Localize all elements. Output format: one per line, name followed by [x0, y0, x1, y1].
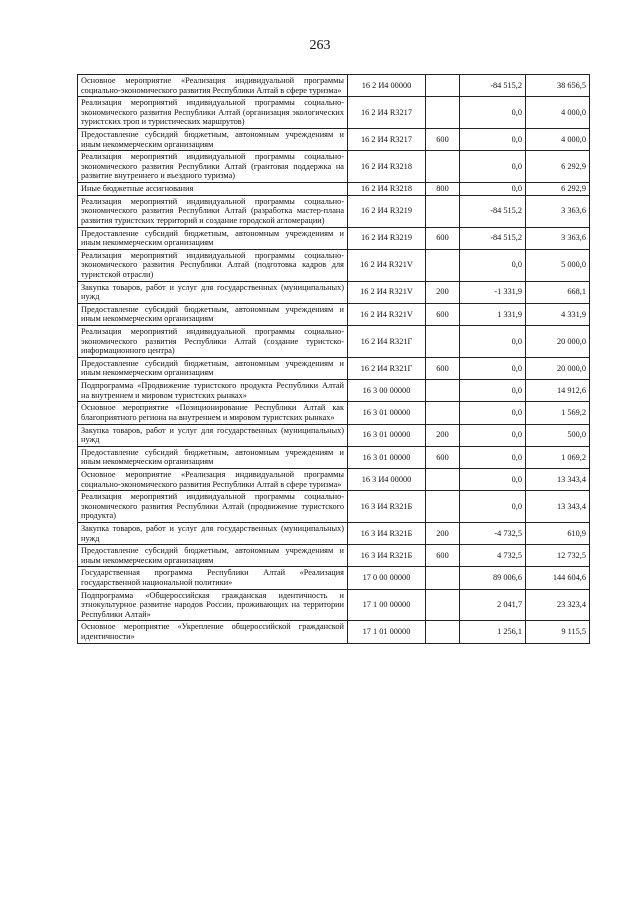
- expense-type-cell: [426, 195, 460, 227]
- expense-type-cell: [426, 589, 460, 621]
- change-amount-cell: 0,0: [460, 97, 526, 129]
- row-name-cell: Государственная программа Республики Алтай «Реализация государственной национальной политики»: [78, 567, 348, 589]
- row-name-cell: Предоставление субсидий бюджетным, автономным учреждениям и иным некоммерческим организациям: [78, 545, 348, 567]
- change-amount-cell: 4 732,5: [460, 545, 526, 567]
- change-amount-cell: 0,0: [460, 402, 526, 424]
- target-code-cell: 16 3 И4 R321Б: [348, 522, 426, 544]
- total-amount-cell: 5 000,0: [526, 249, 590, 281]
- change-amount-cell: 0,0: [460, 183, 526, 196]
- table-row: [78, 357, 590, 379]
- expense-type-cell: [426, 326, 460, 358]
- expense-type-cell: 600: [426, 357, 460, 379]
- table-row: [78, 195, 590, 227]
- total-amount-cell: 4 000,0: [526, 129, 590, 151]
- expense-type-cell: [426, 151, 460, 183]
- table-row: [78, 281, 590, 303]
- change-amount-cell: -84 515,2: [460, 195, 526, 227]
- target-code-cell: 16 2 И4 R3217: [348, 129, 426, 151]
- target-code-cell: 16 3 01 00000: [348, 424, 426, 446]
- row-name-cell: Предоставление субсидий бюджетным, автономным учреждениям и иным некоммерческим организациям: [78, 357, 348, 379]
- total-amount-cell: 4 000,0: [526, 97, 590, 129]
- target-code-cell: 16 2 И4 R321V: [348, 249, 426, 281]
- expense-type-cell: [426, 402, 460, 424]
- table-row: [78, 468, 590, 490]
- table-row: [78, 446, 590, 468]
- change-amount-cell: 0,0: [460, 151, 526, 183]
- row-name-cell: Реализация мероприятий индивидуальной программы социально-экономического развития Республики Алтай (разработка мастер-плана развития туристских территорий и создание городской агломерации): [78, 195, 348, 227]
- expense-type-cell: [426, 249, 460, 281]
- expense-type-cell: 200: [426, 424, 460, 446]
- table-row: [78, 567, 590, 589]
- target-code-cell: 16 2 И4 R321V: [348, 303, 426, 325]
- row-name-cell: Закупка товаров, работ и услуг для государственных (муниципальных) нужд: [78, 281, 348, 303]
- total-amount-cell: 14 912,6: [526, 380, 590, 402]
- change-amount-cell: 0,0: [460, 129, 526, 151]
- row-name-cell: Предоставление субсидий бюджетным, автономным учреждениям и иным некоммерческим организациям: [78, 303, 348, 325]
- change-amount-cell: 0,0: [460, 468, 526, 490]
- total-amount-cell: 1 569,2: [526, 402, 590, 424]
- total-amount-cell: 144 604,6: [526, 567, 590, 589]
- change-amount-cell: -84 515,2: [460, 227, 526, 249]
- expense-type-cell: [426, 621, 460, 643]
- row-name-cell: Иные бюджетные ассигнования: [78, 183, 348, 196]
- table-row: [78, 303, 590, 325]
- total-amount-cell: 12 732,5: [526, 545, 590, 567]
- expense-type-cell: 600: [426, 545, 460, 567]
- expense-type-cell: [426, 97, 460, 129]
- expense-type-cell: 600: [426, 446, 460, 468]
- row-name-cell: Основное мероприятие «Укрепление общероссийской гражданской идентичности»: [78, 621, 348, 643]
- target-code-cell: 16 3 00 00000: [348, 380, 426, 402]
- table-row: [78, 129, 590, 151]
- total-amount-cell: 13 343,4: [526, 491, 590, 523]
- budget-table: [77, 74, 590, 644]
- total-amount-cell: 3 363,6: [526, 195, 590, 227]
- change-amount-cell: 0,0: [460, 357, 526, 379]
- table-row: [78, 97, 590, 129]
- target-code-cell: 17 1 00 00000: [348, 589, 426, 621]
- expense-type-cell: [426, 491, 460, 523]
- change-amount-cell: 0,0: [460, 380, 526, 402]
- total-amount-cell: 6 292,9: [526, 151, 590, 183]
- table-row: [78, 402, 590, 424]
- total-amount-cell: 4 331,9: [526, 303, 590, 325]
- change-amount-cell: 0,0: [460, 491, 526, 523]
- target-code-cell: 16 2 И4 00000: [348, 75, 426, 97]
- table-row: [78, 227, 590, 249]
- row-name-cell: Предоставление субсидий бюджетным, автономным учреждениям и иным некоммерческим организациям: [78, 227, 348, 249]
- table-row: [78, 183, 590, 196]
- expense-type-cell: 600: [426, 129, 460, 151]
- target-code-cell: 16 3 И4 R321Б: [348, 491, 426, 523]
- target-code-cell: 16 3 И4 00000: [348, 468, 426, 490]
- change-amount-cell: 2 041,7: [460, 589, 526, 621]
- row-name-cell: Реализация мероприятий индивидуальной программы социально-экономического развития Республики Алтай (продвижение туристского продукта): [78, 491, 348, 523]
- table-row: [78, 424, 590, 446]
- change-amount-cell: 89 006,6: [460, 567, 526, 589]
- total-amount-cell: 20 000,0: [526, 357, 590, 379]
- change-amount-cell: -4 732,5: [460, 522, 526, 544]
- row-name-cell: Закупка товаров, работ и услуг для государственных (муниципальных) нужд: [78, 424, 348, 446]
- total-amount-cell: 668,1: [526, 281, 590, 303]
- total-amount-cell: 23 323,4: [526, 589, 590, 621]
- change-amount-cell: 1 256,1: [460, 621, 526, 643]
- total-amount-cell: 500,0: [526, 424, 590, 446]
- row-name-cell: Реализация мероприятий индивидуальной программы социально-экономического развития Республики Алтай (организация экологических туристских троп и туристических маршрутов): [78, 97, 348, 129]
- total-amount-cell: 20 000,0: [526, 326, 590, 358]
- row-name-cell: Основное мероприятие «Позиционирование Республики Алтай как благоприятного региона на внутреннем и мировом туристских рынках»: [78, 402, 348, 424]
- total-amount-cell: 3 363,6: [526, 227, 590, 249]
- total-amount-cell: 38 656,5: [526, 75, 590, 97]
- change-amount-cell: 0,0: [460, 249, 526, 281]
- page-number: 263: [309, 38, 331, 53]
- target-code-cell: 16 3 01 00000: [348, 402, 426, 424]
- row-name-cell: Реализация мероприятий индивидуальной программы социально-экономического развития Республики Алтай (создание туристско-информационного центра): [78, 326, 348, 358]
- target-code-cell: 16 2 И4 R3219: [348, 195, 426, 227]
- table-row: [78, 491, 590, 523]
- change-amount-cell: 0,0: [460, 446, 526, 468]
- row-name-cell: Реализация мероприятий индивидуальной программы социально-экономического развития Республики Алтай (грантовая поддержка на развитие внутреннего и въездного туризма): [78, 151, 348, 183]
- expense-type-cell: [426, 380, 460, 402]
- row-name-cell: Предоставление субсидий бюджетным, автономным учреждениям и иным некоммерческим организациям: [78, 129, 348, 151]
- target-code-cell: 16 3 И4 R321Б: [348, 545, 426, 567]
- row-name-cell: Подпрограмма «Продвижение туристского продукта Республики Алтай на внутреннем и мировом туристских рынках»: [78, 380, 348, 402]
- target-code-cell: 16 2 И4 R3219: [348, 227, 426, 249]
- change-amount-cell: -1 331,9: [460, 281, 526, 303]
- table-row: [78, 75, 590, 97]
- expense-type-cell: 800: [426, 183, 460, 196]
- row-name-cell: Реализация мероприятий индивидуальной программы социально-экономического развития Республики Алтай (подготовка кадров для туристской отрасли): [78, 249, 348, 281]
- table-row: [78, 589, 590, 621]
- table-row: [78, 380, 590, 402]
- target-code-cell: 16 2 И4 R321Г: [348, 326, 426, 358]
- total-amount-cell: 9 115,5: [526, 621, 590, 643]
- expense-type-cell: [426, 567, 460, 589]
- target-code-cell: 16 2 И4 R3218: [348, 183, 426, 196]
- total-amount-cell: 1 069,2: [526, 446, 590, 468]
- row-name-cell: Основное мероприятие «Реализация индивидуальной программы социально-экономического развития Республики Алтай в сфере туризма»: [78, 468, 348, 490]
- target-code-cell: 16 3 01 00000: [348, 446, 426, 468]
- change-amount-cell: 0,0: [460, 424, 526, 446]
- total-amount-cell: 610,9: [526, 522, 590, 544]
- row-name-cell: Основное мероприятие «Реализация индивидуальной программы социально-экономического развития Республики Алтай в сфере туризма»: [78, 75, 348, 97]
- row-name-cell: Предоставление субсидий бюджетным, автономным учреждениям и иным некоммерческим организациям: [78, 446, 348, 468]
- table-row: [78, 545, 590, 567]
- table-row: [78, 151, 590, 183]
- target-code-cell: 16 2 И4 R321V: [348, 281, 426, 303]
- target-code-cell: 17 1 01 00000: [348, 621, 426, 643]
- expense-type-cell: 200: [426, 281, 460, 303]
- expense-type-cell: 600: [426, 303, 460, 325]
- table-row: [78, 621, 590, 643]
- expense-type-cell: 200: [426, 522, 460, 544]
- row-name-cell: Закупка товаров, работ и услуг для государственных (муниципальных) нужд: [78, 522, 348, 544]
- table-row: [78, 522, 590, 544]
- target-code-cell: 17 0 00 00000: [348, 567, 426, 589]
- target-code-cell: 16 2 И4 R3218: [348, 151, 426, 183]
- total-amount-cell: 6 292,9: [526, 183, 590, 196]
- expense-type-cell: [426, 468, 460, 490]
- change-amount-cell: -84 515,2: [460, 75, 526, 97]
- table-row: [78, 249, 590, 281]
- change-amount-cell: 0,0: [460, 326, 526, 358]
- row-name-cell: Подпрограмма «Общероссийская гражданская идентичность и этнокультурное развитие народов России, проживающих на территории Республики Алтай»: [78, 589, 348, 621]
- target-code-cell: 16 2 И4 R3217: [348, 97, 426, 129]
- target-code-cell: 16 2 И4 R321Г: [348, 357, 426, 379]
- expense-type-cell: 600: [426, 227, 460, 249]
- total-amount-cell: 13 343,4: [526, 468, 590, 490]
- change-amount-cell: 1 331,9: [460, 303, 526, 325]
- expense-type-cell: [426, 75, 460, 97]
- table-row: [78, 326, 590, 358]
